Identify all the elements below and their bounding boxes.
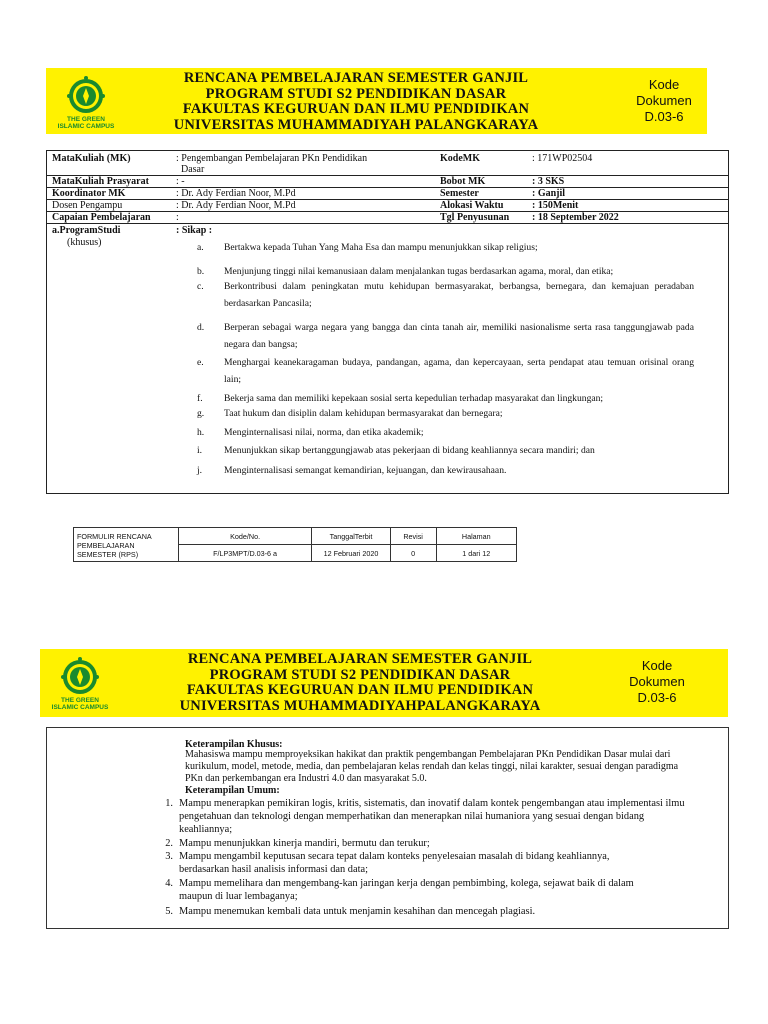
prasyarat-label: MataKuliah Prasyarat bbox=[52, 176, 149, 187]
umum-text-line: berdasarkan hasil analisis informasi dan data; bbox=[179, 864, 368, 875]
umum-text-line: Mampu memelihara dan mengembang-kan jaringan kerja dengan pembimbing, kolega, sejawat baik di dalam bbox=[179, 878, 634, 889]
sikap-text: Menunjukkan sikap bertanggungjawab atas pekerjaan di bidang keahliannya secara mandiri; dan bbox=[224, 445, 595, 456]
sikap-text: Taat hukum dan disiplin dalam kehidupan bermasyarakat dan bernegara; bbox=[224, 408, 503, 419]
header-block-2 bbox=[40, 649, 728, 717]
mk-label: MataKuliah (MK) bbox=[52, 153, 131, 164]
sikap-text: Menginternalisasi semangat kemandirian, kejuangan, dan kewirausahaan. bbox=[224, 465, 507, 476]
kode2-label: Kode bbox=[641, 658, 673, 673]
umum-number: 4. bbox=[165, 878, 173, 889]
form-header-tanggal: TanggalTerbit bbox=[312, 528, 390, 545]
umum-number: 5. bbox=[165, 906, 173, 917]
dokumen-label: Dokumen bbox=[636, 93, 692, 108]
sikap-letter: h. bbox=[197, 427, 205, 438]
sikap-letter: j. bbox=[197, 465, 203, 476]
document-code-2 bbox=[616, 658, 698, 706]
logo2-text-line2: ISLAMIC CAMPUS bbox=[51, 704, 109, 711]
sikap-letter: g. bbox=[197, 408, 205, 419]
dosen-value: : Dr. Ady Ferdian Noor, M.Pd bbox=[176, 200, 296, 211]
row-koordinator bbox=[47, 188, 728, 200]
header-block-1 bbox=[46, 68, 707, 134]
row-matakuliah bbox=[47, 151, 728, 176]
sikap-letter: i. bbox=[197, 445, 203, 456]
bobot-label: Bobot MK bbox=[440, 176, 486, 187]
cp-label: Capaian Pembelajaran bbox=[52, 212, 151, 223]
umum-title: Keterampilan Umum: bbox=[185, 785, 280, 796]
khusus-text-1: Mahasiswa mampu memproyeksikan hakikat dan praktik pengembangan Pembelajaran PKn Pendidikan Dasar mulai dari bbox=[185, 749, 671, 760]
koordinator-value: : Dr. Ady Ferdian Noor, M.Pd bbox=[176, 188, 296, 199]
sikap-text: Bekerja sama dan memiliki kepekaan sosial serta kepedulian terhadap masyarakat dan lingkungan; bbox=[224, 393, 604, 404]
row-capaian bbox=[47, 212, 728, 224]
kodemk-value: : 171WP02504 bbox=[532, 153, 593, 164]
umum-text-line: Mampu menunjukkan kinerja mandiri, bermutu dan terukur; bbox=[179, 838, 430, 849]
form-info-table bbox=[73, 527, 517, 562]
kode-value: D.03-6 bbox=[644, 109, 684, 124]
umum-text-line: keahliannya; bbox=[179, 824, 233, 835]
title2-line-1: RENCANA PEMBELAJARAN SEMESTER GANJIL bbox=[187, 651, 533, 667]
title2-line-3: FAKULTAS KEGURUAN DAN ILMU PENDIDIKAN bbox=[186, 682, 534, 698]
alokasi-value: : 150Menit bbox=[532, 200, 579, 211]
form-title-line1: FORMULIR RENCANA bbox=[77, 532, 152, 541]
prodi-sub: (khusus) bbox=[67, 237, 102, 248]
form-value-revisi: 0 bbox=[390, 545, 436, 562]
sikap-letter: f. bbox=[197, 393, 203, 404]
alokasi-label: Alokasi Waktu bbox=[440, 200, 504, 211]
dosen-label: Dosen Pengampu bbox=[52, 200, 123, 211]
university-logo bbox=[54, 74, 118, 134]
sikap-text: Berperan sebagai warga negara yang bangga dan cinta tanah air, memiliki nasionalisme serta rasa tanggungjawab pada negara dan bangsa; bbox=[224, 322, 694, 350]
sikap-letter: d. bbox=[197, 322, 205, 333]
university-logo-2 bbox=[48, 655, 112, 715]
sikap-letter: a. bbox=[197, 242, 204, 253]
logo-text-line1: THE GREEN bbox=[67, 116, 105, 123]
sikap-text: Berkontribusi dalam peningkatan mutu kehidupan bermasyarakat, berbangsa, bernegara, dan kemajuan peradaban berdasarkan Pancasila; bbox=[224, 281, 694, 309]
kode-label: Kode bbox=[648, 77, 680, 92]
sikap-text: Menjunjung tinggi nilai kemanusiaan dalam menjalankan tugas berdasarkan agama, moral, dan etika; bbox=[224, 266, 614, 277]
mk-value-2: Dasar bbox=[181, 164, 205, 175]
koordinator-label: Koordinator MK bbox=[52, 188, 126, 199]
tgl-value: : 18 September 2022 bbox=[532, 212, 619, 223]
title-line-4: UNIVERSITAS MUHAMMADIYAH PALANGKARAYA bbox=[173, 116, 539, 133]
kode2-value: D.03-6 bbox=[637, 690, 677, 705]
umum-text-line: Mampu menerapkan pemikiran logis, kritis, sistematis, dan inovatif dalam kontek pengembangan atau implementasi ilmu bbox=[179, 798, 685, 809]
form-header-halaman: Halaman bbox=[436, 528, 516, 545]
umum-number: 2. bbox=[165, 838, 173, 849]
form-title-cell bbox=[74, 528, 179, 562]
khusus-text-3: PKn dan perkembangan era Industri 4.0 dan masyarakat 5.0. bbox=[185, 773, 427, 784]
prasyarat-value: : - bbox=[176, 176, 185, 187]
semester-label: Semester bbox=[440, 188, 479, 199]
document-title bbox=[146, 71, 566, 133]
mk-value-1: : Pengembangan Pembelajaran PKn Pendidikan bbox=[176, 153, 368, 164]
sikap-label: : Sikap : bbox=[176, 225, 213, 236]
khusus-title: Keterampilan Khusus: bbox=[185, 739, 283, 750]
sikap-text: Menginternalisasi nilai, norma, dan etika akademik; bbox=[224, 427, 424, 438]
prodi-label: a.ProgramStudi bbox=[52, 225, 121, 236]
keterampilan-box bbox=[46, 727, 729, 929]
semester-value: : Ganjil bbox=[532, 188, 566, 199]
form-value-tanggal: 12 Februari 2020 bbox=[312, 545, 390, 562]
logo2-text-line1: THE GREEN bbox=[61, 697, 99, 704]
row-dosen bbox=[47, 200, 728, 212]
umum-number: 1. bbox=[165, 798, 173, 809]
umum-text-line: Mampu mengambil keputusan secara tepat dalam konteks penyelesaian masalah di bidang keahliannya, bbox=[179, 851, 610, 862]
bobot-value: : 3 SKS bbox=[532, 176, 565, 187]
title-line-3: FAKULTAS KEGURUAN DAN ILMU PENDIDIKAN bbox=[182, 101, 530, 117]
umum-text-line: maupun di luar lembaganya; bbox=[179, 891, 298, 902]
form-value-halaman: 1 dari 12 bbox=[436, 545, 516, 562]
sikap-letter: c. bbox=[197, 281, 204, 292]
umum-number: 3. bbox=[165, 851, 173, 862]
title2-line-2: PROGRAM STUDI S2 PENDIDIKAN DASAR bbox=[209, 666, 511, 683]
form-title-line3: SEMESTER (RPS) bbox=[77, 550, 139, 559]
sikap-letter: b. bbox=[197, 266, 205, 277]
title2-line-4: UNIVERSITAS MUHAMMADIYAHPALANGKARAYA bbox=[179, 697, 541, 714]
kodemk-label: KodeMK bbox=[440, 153, 480, 164]
form-header-kode: Kode/No. bbox=[178, 528, 311, 545]
tgl-label: Tgl Penyusunan bbox=[440, 212, 510, 223]
course-info-table bbox=[46, 150, 729, 494]
form-header-revisi: Revisi bbox=[390, 528, 436, 545]
title-line-2: PROGRAM STUDI S2 PENDIDIKAN DASAR bbox=[205, 85, 507, 102]
sikap-letter: e. bbox=[197, 357, 204, 368]
document-title-2 bbox=[150, 652, 570, 714]
document-code bbox=[621, 77, 707, 125]
dokumen2-label: Dokumen bbox=[629, 674, 685, 689]
row-prasyarat bbox=[47, 176, 728, 188]
umum-text-line: pengetahuan dan teknologi dengan memperhatikan dan menerapkan nilai humaniora yang sesuai dengan bidang bbox=[179, 811, 645, 822]
title-line-1: RENCANA PEMBELAJARAN SEMESTER GANJIL bbox=[183, 70, 529, 86]
cp-value: : bbox=[176, 212, 179, 223]
form-value-kode: F/LP3MPT/D.03-6 a bbox=[178, 545, 311, 562]
khusus-text-2: kurikulum, model, metode, media, dan pembelajaran kelas rendah dan kelas tinggi, nilai karakter, sesuai dengan paradigma bbox=[185, 761, 679, 772]
sikap-text: Bertakwa kepada Tuhan Yang Maha Esa dan mampu menunjukkan sikap religius; bbox=[224, 242, 538, 253]
form-title-line2: PEMBELAJARAN bbox=[77, 541, 135, 550]
umum-text-line: Mampu menemukan kembali data untuk menjamin kesahihan dan mencegah plagiasi. bbox=[179, 906, 536, 917]
sikap-text: Menghargai keanekaragaman budaya, pandangan, agama, dan kepercayaan, serta pendapat atau temuan orisinal orang lain; bbox=[224, 357, 694, 385]
logo-text-line2: ISLAMIC CAMPUS bbox=[57, 123, 115, 130]
